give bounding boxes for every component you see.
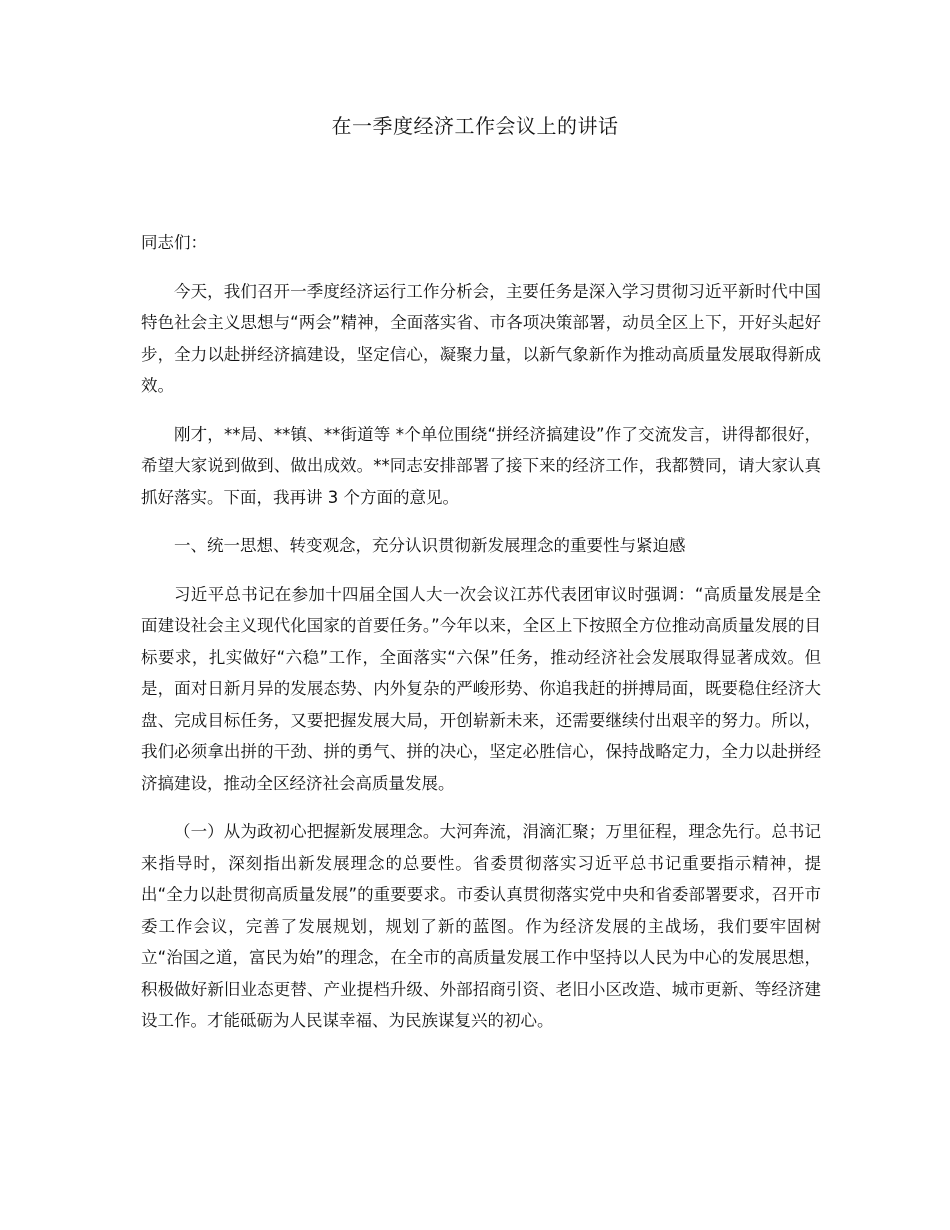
paragraph-opening: 今天，我们召开一季度经济运行工作分析会，主要任务是深入学习贯彻习近平新时代中国特色社会主义思想与“两会”精神，全面落实省、市各项决策部署，动员全区上下，开好头起好步，全力以赴拼经济搞建设，坚定信心，凝聚力量，以新气象新作为推动高质量发展取得新成效。 xyxy=(141,281,821,395)
paragraph-section-1-point-1: （一）从为政初心把握新发展理念。大河奔流，涓滴汇聚；万里征程，理念先行。总书记来指导时，深刻指出新发展理念的总要性。省委贯彻落实习近平总书记重要指示精神，提出“全力以赴贯彻高质量发展”的重要要求。市委认真贯彻落实党中央和省委部署要求，召开市委工作会议，完善了发展规划，规划了新的蓝图。作为经济发展的主战场，我们要牢固树立“治国之道，富民为始”的理念，在全市的高质量发展工作中坚持以人民为中心的发展思想，积极做好新旧业态更替、产业提档升级、外部招商引资、老旧小区改造、城市更新、等经济建设工作。才能砥砺为人民谋幸福、为民族谋复兴的初心。 xyxy=(141,822,821,1030)
document-body xyxy=(141,227,821,1054)
section-heading-1: 一、统一思想、转变观念，充分认识贯彻新发展理念的重要性与紧迫感 xyxy=(174,536,686,555)
paragraph-section-1-intro: 习近平总书记在参加十四届全国人大一次会议江苏代表团审议时强调：“高质量发展是全面建设社会主义现代化国家的首要任务。”今年以来，全区上下按照全方位推动高质量发展的目标要求，扎实做好“六稳”工作，全面落实“六保”任务，推动经济社会发展取得显著成效。但是，面对日新月异的发展态势、内外复杂的严峻形势、你追我赶的拼搏局面，既要稳住经济大盘、完成目标任务，又要把握发展大局，开创崭新未来，还需要继续付出艰辛的努力。所以，我们必须拿出拼的干劲、拼的勇气、拼的决心，坚定必胜信心，保持战略定力，全力以赴拼经济搞建设，推动全区经济社会高质量发展。 xyxy=(141,584,821,793)
salutation: 同志们： xyxy=(141,233,207,252)
paragraph-feedback: 刚才，**局、**镇、**街道等 *个单位围绕“拼经济搞建设”作了交流发言，讲得都很好，希望大家说到做到、做出成效。**同志安排部署了接下来的经济工作，我都赞同，请大家认真抓好落实。下面，我再讲 3 个方面的意见。 xyxy=(141,424,821,507)
document-title: 在一季度经济工作会议上的讲话 xyxy=(331,114,619,138)
